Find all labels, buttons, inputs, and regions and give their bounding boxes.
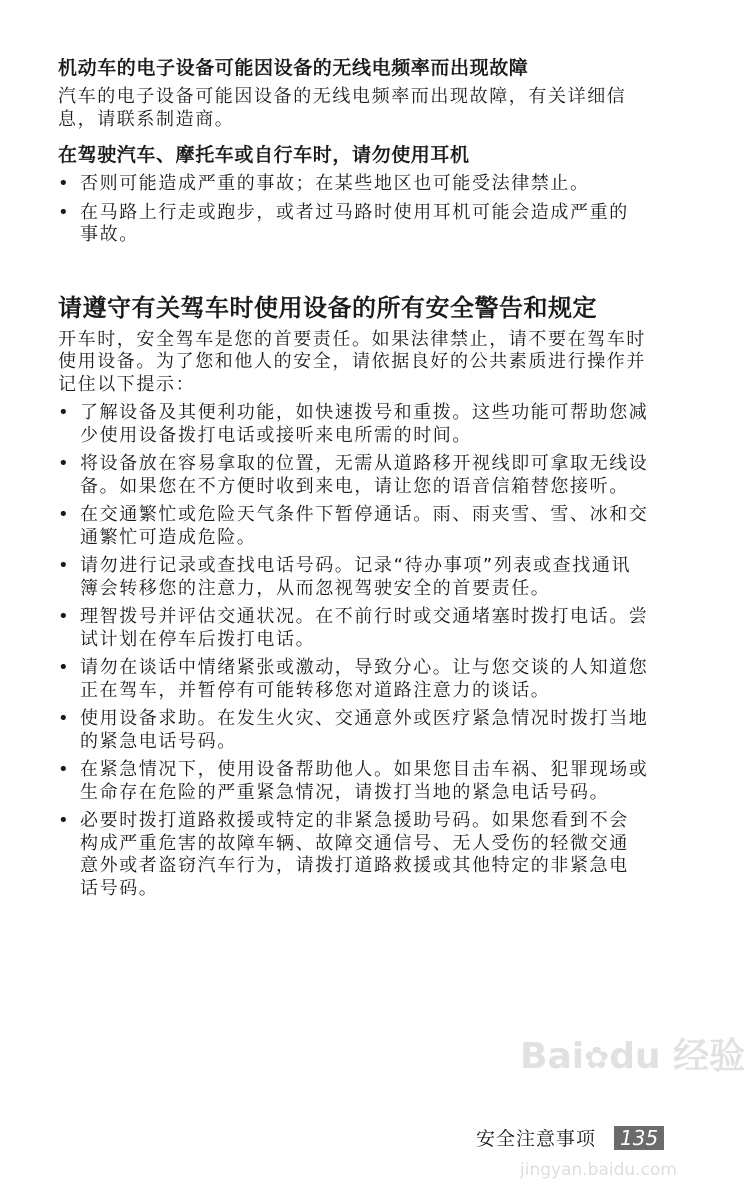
document-page	[58, 56, 678, 900]
list-item	[58, 504, 678, 549]
list-item	[58, 453, 678, 498]
text-line: 正在驾车，并暂停有可能转移您对道路注意力的谈话。	[80, 679, 551, 701]
bullet-icon: •	[58, 402, 71, 423]
text-line: 意外或者盗窃汽车行为，请拨打道路救援或其他特定的非紧急电	[80, 855, 629, 876]
watermark-logo: Bai✿du 经验	[520, 1036, 745, 1077]
bullet-list-headphones	[58, 173, 678, 247]
text-line: 否则可能造成严重的事故；在某些地区也可能受法律禁止。	[80, 173, 590, 194]
list-item	[58, 606, 678, 651]
page-number: 135	[614, 1126, 664, 1150]
text-line: 汽车的电子设备可能因设备的无线电频率而出现故障，有关详细信	[58, 86, 627, 107]
bullet-icon: •	[58, 173, 71, 194]
text-line: 在马路上行走或跑步，或者过马路时使用耳机可能会造成严重的	[80, 201, 629, 223]
text-line: 生命存在危险的严重紧急情况，请拨打当地的紧急电话号码。	[80, 781, 610, 803]
list-item	[58, 810, 678, 900]
text-line: 必要时拨打道路救援或特定的非紧急援助号码。如果您看到不会	[80, 810, 629, 831]
bullet-icon: •	[58, 504, 71, 525]
text-line: 使用设备求助。在发生火灾、交通意外或医疗紧急情况时拨打当地	[80, 708, 649, 729]
text-line: 请勿进行记录或查找电话号码。记录“待办事项”列表或查找通讯	[80, 555, 632, 576]
text-line: 通繁忙可造成危险。	[80, 526, 257, 548]
text-line: 记住以下提示：	[58, 373, 196, 395]
text-line: 使用设备。为了您和他人的安全，请依据良好的公共素质进行操作并	[58, 351, 646, 372]
section-body-vehicle-electronics	[58, 86, 678, 131]
text-line: 话号码。	[80, 877, 159, 899]
text-line: 试计划在停车后拨打电话。	[80, 628, 316, 650]
bullet-icon: •	[58, 555, 71, 576]
bullet-icon: •	[58, 759, 71, 780]
section-heading-headphones: 在驾驶汽车、摩托车或自行车时，请勿使用耳机	[58, 144, 470, 166]
list-item	[58, 173, 678, 196]
section-body-driving-safety	[58, 329, 678, 397]
text-line: 息，请联系制造商。	[58, 108, 235, 130]
text-line: 请勿在谈话中情绪紧张或激动，导致分心。让与您交谈的人知道您	[80, 657, 649, 678]
text-line: 事故。	[80, 224, 139, 245]
bullet-icon: •	[58, 657, 71, 678]
list-item	[58, 402, 678, 447]
text-line: 在交通繁忙或危险天气条件下暂停通话。雨、雨夹雪、雪、冰和交	[80, 504, 649, 525]
list-item	[58, 555, 678, 600]
bullet-icon: •	[58, 201, 71, 223]
list-item	[58, 657, 678, 702]
bullet-icon: •	[58, 453, 71, 474]
text-line: 将设备放在容易拿取的位置，无需从道路移开视线即可拿取无线设	[80, 453, 649, 474]
text-line: 开车时，安全驾车是您的首要责任。如果法律禁止，请不要在驾车时	[58, 328, 646, 350]
bullet-icon: •	[58, 708, 71, 729]
text-line: 备。如果您在不方便时收到来电，请让您的语音信箱替您接听。	[80, 475, 629, 497]
text-line: 理智拨号并评估交通状况。在不前行时或交通堵塞时拨打电话。尝	[80, 606, 649, 627]
bullet-icon: •	[58, 606, 71, 627]
text-line: 的紧急电话号码。	[80, 730, 237, 752]
bullet-list-driving-safety	[58, 402, 678, 900]
page-footer	[476, 1124, 664, 1151]
list-item	[58, 708, 678, 753]
text-line: 构成严重危害的故障车辆、故障交通信号、无人受伤的轻微交通	[80, 832, 629, 854]
bullet-icon: •	[58, 810, 71, 831]
text-line: 了解设备及其便利功能，如快速拨号和重拨。这些功能可帮助您减	[80, 402, 649, 423]
list-item	[58, 202, 678, 247]
section-heading-driving-safety: 请遵守有关驾车时使用设备的所有安全警告和规定	[58, 293, 597, 322]
watermark-url: jingyan.baidu.com	[520, 1160, 677, 1180]
section-heading-vehicle-electronics: 机动车的电子设备可能因设备的无线电频率而出现故障	[58, 57, 529, 79]
text-line: 在紧急情况下，使用设备帮助他人。如果您目击车祸、犯罪现场或	[80, 759, 649, 780]
text-line: 少使用设备拨打电话或接听来电所需的时间。	[80, 424, 472, 446]
list-item	[58, 759, 678, 804]
footer-section-title: 安全注意事项	[476, 1128, 597, 1150]
text-line: 簿会转移您的注意力，从而忽视驾驶安全的首要责任。	[80, 577, 551, 599]
